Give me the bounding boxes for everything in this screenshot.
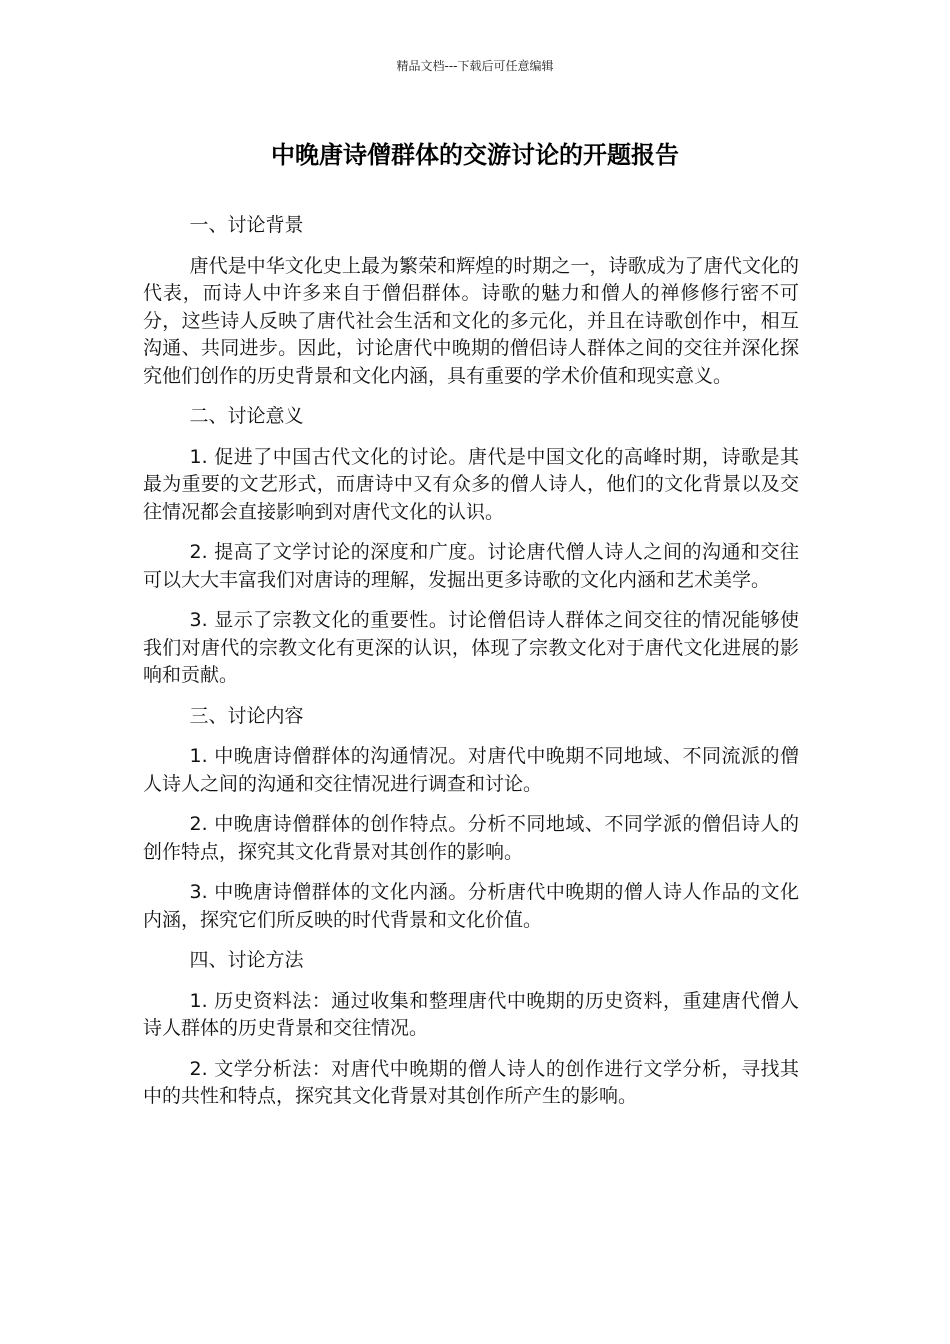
document-body bbox=[143, 212, 799, 1124]
section-heading-significance: 二、讨论意义 bbox=[189, 405, 304, 427]
significance-item: 1. 促进了中国古代文化的讨论。唐代是中国文化的高峰时期，诗歌是其最为重要的文艺形式，而唐诗中又有众多的僧人诗人，他们的文化背景以及交往情况都会直接影响到对唐代文化的认识。 bbox=[143, 445, 799, 523]
section-heading-content: 三、讨论内容 bbox=[189, 704, 304, 727]
content-item: 3. 中晚唐诗僧群体的文化内涵。分析唐代中晚期的僧人诗人作品的文化内涵，探究它们所反映的时代背景和文化价值。 bbox=[143, 881, 799, 931]
significance-item: 2. 提高了文学讨论的深度和广度。讨论唐代僧人诗人之间的沟通和交往可以大大丰富我们对唐诗的理解，发掘出更多诗歌的文化内涵和艺术美学。 bbox=[143, 541, 799, 591]
content-item: 2. 中晚唐诗僧群体的创作特点。分析不同地域、不同学派的僧侣诗人的创作特点，探究其文化背景对其创作的影响。 bbox=[143, 813, 799, 863]
document-title: 中晚唐诗僧群体的交游讨论的开题报告 bbox=[271, 141, 679, 169]
methods-item: 1. 历史资料法：通过收集和整理唐代中晚期的历史资料，重建唐代僧人诗人群体的历史背景和交往情况。 bbox=[143, 989, 799, 1039]
significance-item: 3. 显示了宗教文化的重要性。讨论僧侣诗人群体之间交往的情况能够使我们对唐代的宗教文化有更深的认识，体现了宗教文化对于唐代文化进展的影响和贡献。 bbox=[143, 609, 799, 686]
section-heading-methods: 四、讨论方法 bbox=[189, 949, 304, 971]
content-item: 1. 中晚唐诗僧群体的沟通情况。对唐代中晚期不同地域、不同流派的僧人诗人之间的沟通和交往情况进行调查和讨论。 bbox=[143, 745, 799, 795]
background-paragraph: 唐代是中华文化史上最为繁荣和辉煌的时期之一，诗歌成为了唐代文化的代表，而诗人中许多来自于僧侣群体。诗歌的魅力和僧人的禅修修行密不可分，这些诗人反映了唐代社会生活和文化的多元化，并且在诗歌创作中，相互沟通、共同进步。因此，讨论唐代中晚期的僧侣诗人群体之间的交往并深化探究他们创作的历史背景和文化内涵，具有重要的学术价值和现实意义。 bbox=[143, 254, 799, 387]
methods-item: 2. 文学分析法：对唐代中晚期的僧人诗人的创作进行文学分析，寻找其中的共性和特点，探究其文化背景对其创作所产生的影响。 bbox=[143, 1057, 799, 1107]
section-heading-background: 一、讨论背景 bbox=[189, 214, 304, 236]
header-note: 精品文档---下载后可任意编辑 bbox=[396, 59, 554, 73]
